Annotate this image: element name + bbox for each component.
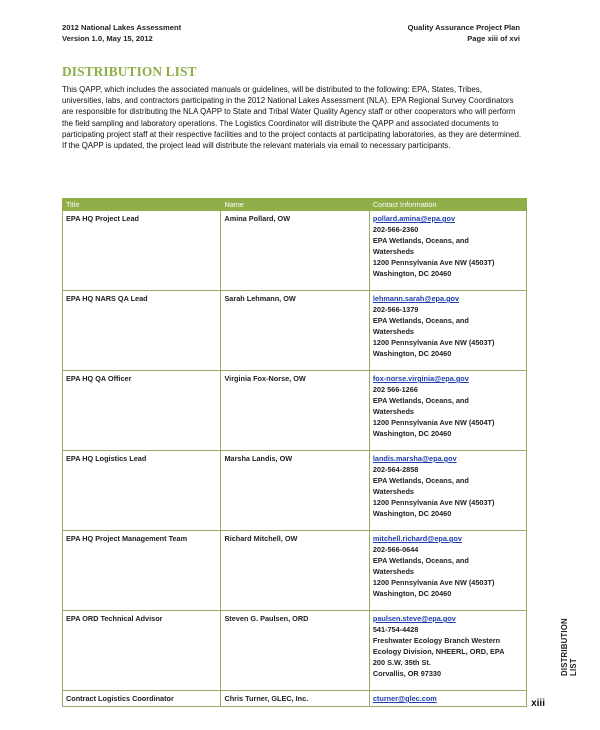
running-header-left: [62, 22, 181, 44]
address-line2: Corvallis, OR 97330: [372, 669, 442, 678]
cell-title: EPA HQ Project Lead: [63, 211, 221, 291]
phone: 202-566-0644: [372, 545, 419, 554]
cell-title: EPA ORD Technical Advisor: [63, 611, 221, 691]
header-page-indicator: Page xiii of xvi: [467, 34, 520, 43]
cell-contact: [369, 691, 526, 707]
email-link[interactable]: paulsen.steve@epa.gov: [372, 614, 456, 623]
org-line1: EPA Wetlands, Oceans, and: [372, 556, 469, 565]
org-line2: Ecology Division, NHEERL, ORD, EPA: [372, 647, 505, 656]
org-line2: Watersheds: [372, 327, 414, 336]
table-row: [63, 691, 527, 707]
address-line1: 200 S.W. 35th St.: [372, 658, 431, 667]
cell-contact: [369, 291, 526, 371]
header-assessment-name: 2012 National Lakes Assessment: [62, 23, 182, 32]
email-link[interactable]: cturner@glec.com: [372, 694, 437, 703]
org-line1: EPA Wetlands, Oceans, and: [372, 476, 469, 485]
table-header-row: [63, 199, 527, 211]
col-header-contact: Contact Information: [369, 199, 526, 211]
table-row: [63, 291, 527, 371]
phone: 202-564-2858: [372, 465, 419, 474]
cell-name: Richard Mitchell, OW: [221, 531, 369, 611]
phone: 202-566-2360: [372, 225, 419, 234]
cell-name: Amina Pollard, OW: [221, 211, 369, 291]
address-line2: Washington, DC 20460: [372, 589, 452, 598]
email-link[interactable]: landis.marsha@epa.gov: [372, 454, 457, 463]
cell-contact: [369, 211, 526, 291]
cell-title: EPA HQ QA Officer: [63, 371, 221, 451]
running-header-right: [408, 22, 520, 44]
cell-title: Contract Logistics Coordinator: [63, 691, 221, 707]
col-header-name: Name: [221, 199, 369, 211]
cell-title: EPA HQ NARS QA Lead: [63, 291, 221, 371]
address-line2: Washington, DC 20460: [372, 349, 452, 358]
table-row: [63, 611, 527, 691]
email-link[interactable]: fox-norse.virginia@epa.gov: [372, 374, 469, 383]
col-header-title: Title: [63, 199, 221, 211]
org-line2: Watersheds: [372, 487, 414, 496]
table-row: [63, 451, 527, 531]
cell-contact: [369, 451, 526, 531]
org-line2: Watersheds: [372, 567, 414, 576]
cell-contact: [369, 531, 526, 611]
org-line1: Freshwater Ecology Branch Western: [372, 636, 501, 645]
email-link[interactable]: pollard.amina@epa.gov: [372, 214, 456, 223]
page-number: xiii: [531, 698, 545, 709]
address-line1: 1200 Pennsylvania Ave NW (4504T): [372, 418, 495, 427]
email-link[interactable]: lehmann.sarah@epa.gov: [372, 294, 460, 303]
cell-name: Marsha Landis, OW: [221, 451, 369, 531]
table-row: [63, 211, 527, 291]
header-doc-title: Quality Assurance Project Plan: [407, 23, 520, 32]
cell-name: Chris Turner, GLEC, Inc.: [221, 691, 369, 707]
intro-paragraph: This QAPP, which includes the associated manuals or guidelines, will be distributed to the following: EPA, States, Tribes, universities, labs, and contractors participating in the 2012 National Lakes Assessment (NLA). EPA Regional Survey Coordinators are responsible for distributing the NLA QAPP to State and Tribal Water Quality Agency staff or other cooperators who will perform the field sampling and laboratory operations. The Logistics Coordinator will distribute the QAPP and associated documents to participating project staff at their respective facilities and to the project contacts at participating laboratories, as they are determined. If the QAPP is updated, the project lead will distribute the relevant materials via email to necessary participants.: [62, 85, 522, 151]
phone: 202-566-1379: [372, 305, 419, 314]
org-line1: EPA Wetlands, Oceans, and: [372, 236, 469, 245]
address-line1: 1200 Pennsylvania Ave NW (4503T): [372, 258, 495, 267]
address-line2: Washington, DC 20460: [372, 509, 452, 518]
cell-title: EPA HQ Project Management Team: [63, 531, 221, 611]
side-section-label: DISTRIBUTION LIST: [560, 618, 578, 676]
address-line2: Washington, DC 20460: [372, 269, 452, 278]
email-link[interactable]: mitchell.richard@epa.gov: [372, 534, 462, 543]
table-row: [63, 371, 527, 451]
cell-name: Sarah Lehmann, OW: [221, 291, 369, 371]
distribution-table: [62, 198, 527, 707]
address-line1: 1200 Pennsylvania Ave NW (4503T): [372, 338, 495, 347]
cell-name: Virginia Fox-Norse, OW: [221, 371, 369, 451]
address-line2: Washington, DC 20460: [372, 429, 452, 438]
phone: 202 566-1266: [372, 385, 418, 394]
org-line1: EPA Wetlands, Oceans, and: [372, 316, 469, 325]
address-line1: 1200 Pennsylvania Ave NW (4503T): [372, 498, 495, 507]
phone: 541-754-4428: [372, 625, 419, 634]
cell-name: Steven G. Paulsen, ORD: [221, 611, 369, 691]
cell-contact: [369, 611, 526, 691]
address-line1: 1200 Pennsylvania Ave NW (4503T): [372, 578, 495, 587]
cell-contact: [369, 371, 526, 451]
cell-title: EPA HQ Logistics Lead: [63, 451, 221, 531]
org-line2: Watersheds: [372, 407, 414, 416]
org-line2: Watersheds: [372, 247, 414, 256]
table-row: [63, 531, 527, 611]
header-version: Version 1.0, May 15, 2012: [62, 34, 153, 43]
section-title: DISTRIBUTION LIST: [62, 64, 197, 79]
org-line1: EPA Wetlands, Oceans, and: [372, 396, 469, 405]
